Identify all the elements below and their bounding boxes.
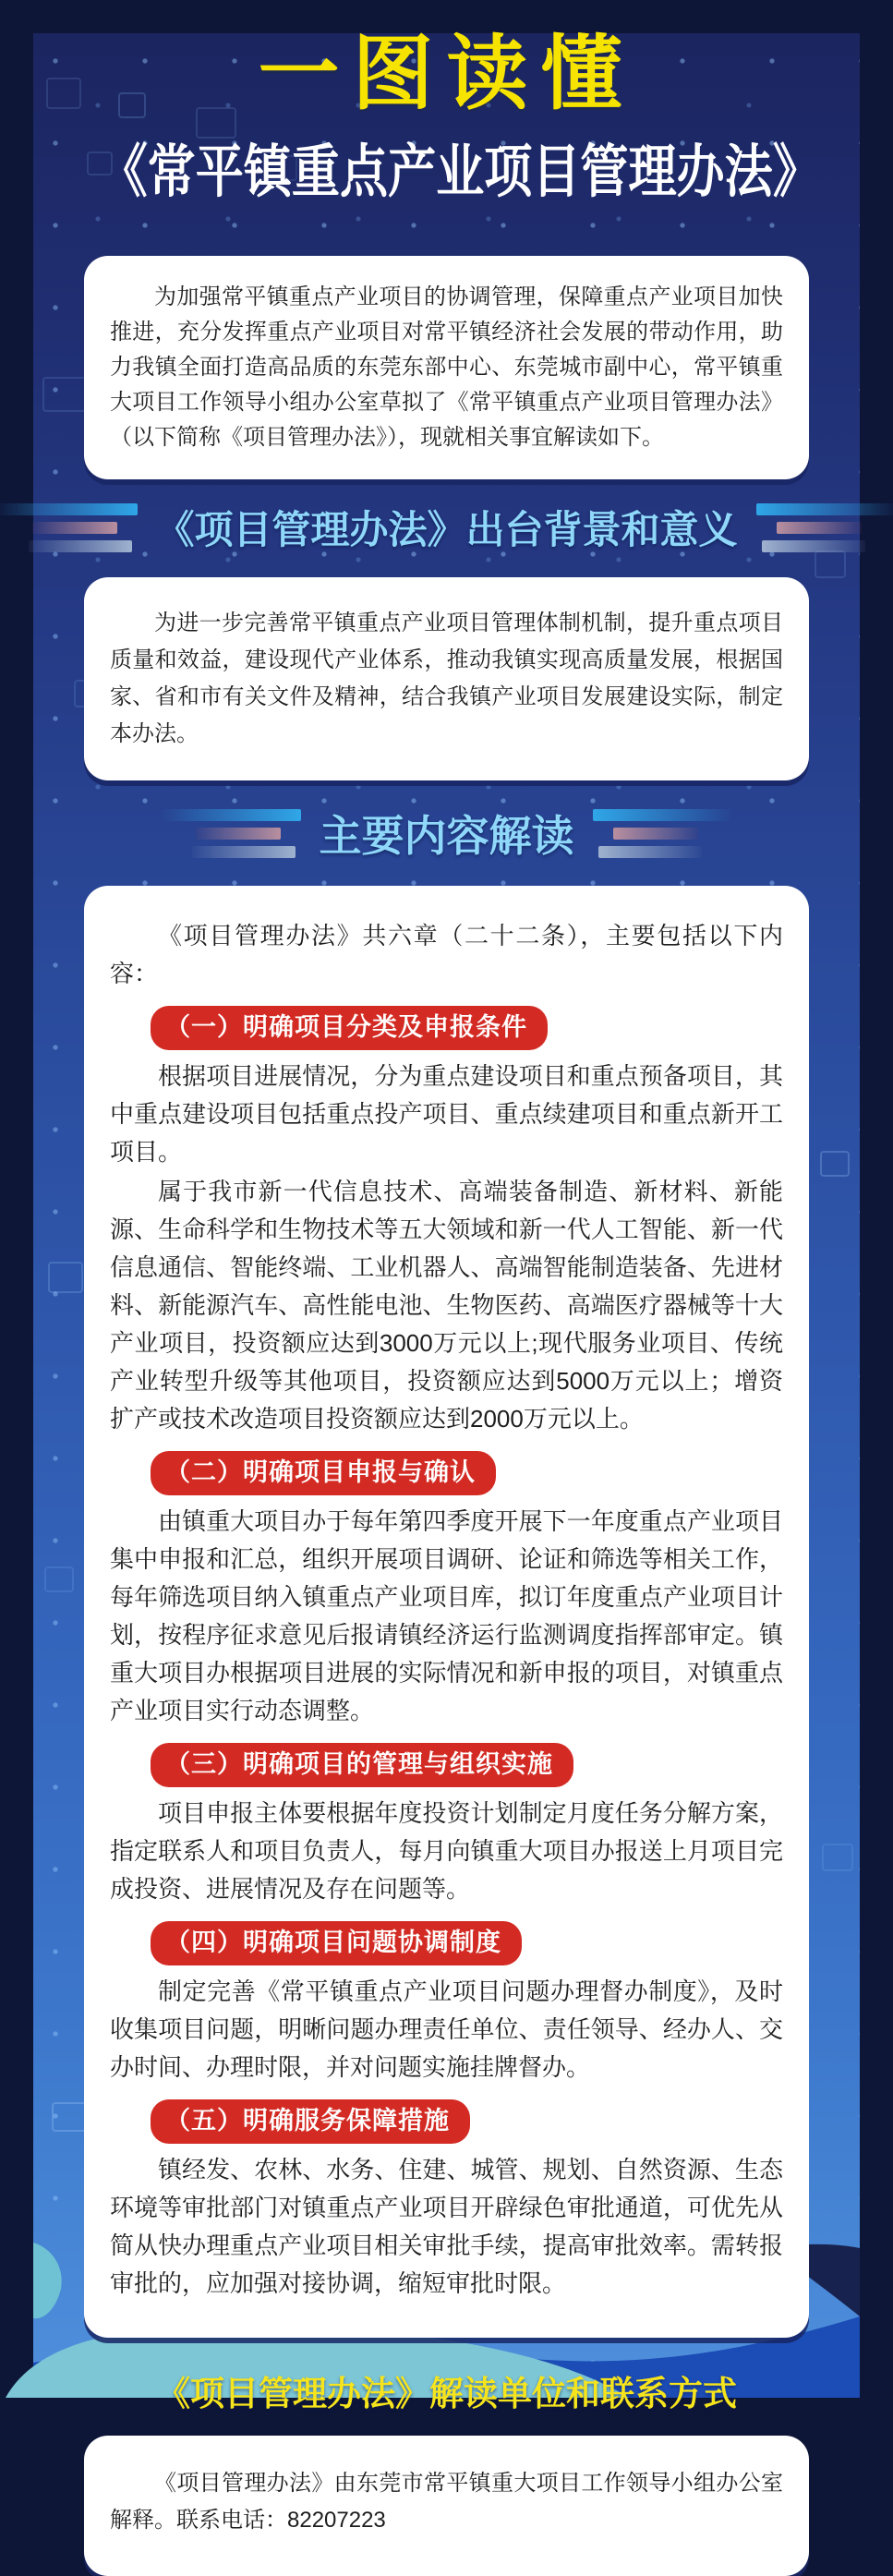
item-4-paragraph: 制定完善《常平镇重点产业项目问题办理督办制度》，及时收集项目问题，明晰问题办理责任单位、责任领导、经办人、交办时间、办理时限，并对问题实施挂牌督办。 bbox=[110, 1977, 783, 2082]
contact-paragraph: 《项目管理办法》由东莞市常平镇重大项目工作领导小组办公室解释。联系电话：82207223 bbox=[110, 2471, 783, 2534]
section-header-background bbox=[33, 500, 860, 555]
background-paragraph: 为进一步完善常平镇重点产业项目管理体制机制，提升重点项目质量和效益，建设现代产业体系，推动我镇实现高质量发展，根据国家、省和市有关文件及精神，结合我镇产业项目发展建设实际，制定本办法。 bbox=[110, 611, 783, 747]
item-2-badge: （二）明确项目申报与确认 bbox=[151, 1451, 496, 1495]
item-1-paragraph: 根据项目进展情况，分为重点建设项目和重点预备项目，其中重点建设项目包括重点投产项目、重点续建项目和重点新开工项目。 bbox=[110, 1062, 783, 1167]
item-1-paragraph: 属于我市新一代信息技术、高端装备制造、新材料、新能源、生命科学和生物技术等五大领域和新一代人工智能、新一代信息通信、智能终端、工业机器人、高端智能制造装备、先进材料、新能源汽车、高性能电池、生物医药、高端医疗器械等十大产业项目，投资额应达到3000万元以上;现代服务业项目、传统产业转型升级等其他项目，投资额应达到5000万元以上；增资扩产或技术改造项目投资额应达到2000万元以上。 bbox=[110, 1178, 783, 1433]
item-3-paragraph: 项目申报主体要根据年度投资计划制定月度任务分解方案，指定联系人和项目负责人，每月向镇重大项目办报送上月项目完成投资、进展情况及存在问题等。 bbox=[110, 1799, 783, 1904]
section-header-main bbox=[33, 803, 860, 864]
intro-card bbox=[84, 256, 809, 479]
intro-paragraph: 为加强常平镇重点产业项目的协调管理，保障重点产业项目加快推进，充分发挥重点产业项目对常平镇经济社会发展的带动作用，助力我镇全面打造高品质的东莞东部中心、东莞城市副中心，常平镇重大项目工作领导小组办公室草拟了《常平镇重点产业项目管理办法》（以下简称《项目管理办法》），现就相关事宜解读如下。 bbox=[110, 284, 783, 451]
header-decoration-left bbox=[0, 503, 138, 552]
item-5-paragraph: 镇经发、农林、水务、住建、城管、规划、自然资源、生态环境等审批部门对镇重点产业项目开辟绿色审批通道，可优先从简从快办理重点产业项目相关审批手续，提高审批效率。需转报审批的，应加强对接协调，缩短审批时限。 bbox=[110, 2156, 783, 2298]
header-decoration-left bbox=[153, 809, 301, 858]
section-header-contact bbox=[33, 2365, 860, 2415]
section-heading-contact: 《项目管理办法》解读单位和联系方式 bbox=[156, 2375, 737, 2413]
header-decoration-right bbox=[593, 809, 741, 858]
main-content-card bbox=[84, 886, 809, 2338]
contact-card bbox=[84, 2436, 809, 2576]
item-3-badge: （三）明确项目的管理与组织实施 bbox=[151, 1743, 573, 1787]
page-title: 一图读懂 bbox=[258, 28, 635, 119]
header-decoration-right bbox=[756, 503, 893, 552]
item-5-badge: （五）明确服务保障措施 bbox=[151, 2099, 470, 2144]
section-heading-background: 《项目管理办法》出台背景和意义 bbox=[155, 508, 738, 552]
main-lead-paragraph: 《项目管理办法》共六章（二十二条），主要包括以下内容： bbox=[110, 922, 783, 988]
background-card bbox=[84, 577, 809, 780]
infographic-poster bbox=[33, 28, 860, 2534]
item-1-badge: （一）明确项目分类及申报条件 bbox=[151, 1006, 548, 1050]
page-subtitle: 《常平镇重点产业项目管理办法》 bbox=[99, 141, 821, 204]
item-2-paragraph: 由镇重大项目办于每年第四季度开展下一年度重点产业项目集中申报和汇总，组织开展项目调研、论证和筛选等相关工作，每年筛选项目纳入镇重点产业项目库，拟订年度重点产业项目计划，按程序征求意见后报请镇经济运行监测调度指挥部审定。镇重大项目办根据项目进展的实际情况和新申报的项目，对镇重点产业项目实行动态调整。 bbox=[110, 1507, 783, 1725]
item-4-badge: （四）明确项目问题协调制度 bbox=[151, 1921, 522, 1965]
section-heading-main: 主要内容解读 bbox=[319, 812, 574, 861]
